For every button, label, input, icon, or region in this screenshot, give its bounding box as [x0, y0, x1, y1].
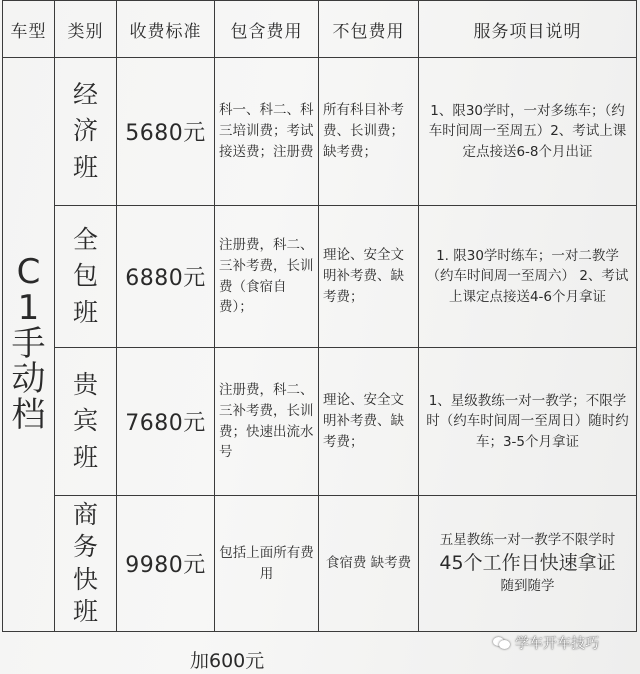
- category-char: 班: [72, 297, 98, 327]
- included-cell: 注册费，科二、三补考费，长训费（食宿自费）；: [215, 206, 319, 348]
- watermark-text: 学车开车技巧: [515, 636, 599, 652]
- car-type-char: 档: [11, 395, 46, 436]
- description-cell: 1. 限30学时练车；一对二教学（约车时间周一至周六） 2、考试上课定点接送4-6个月拿证: [419, 206, 637, 348]
- category-char: 济: [72, 116, 98, 146]
- included-cell: 注册费，科二、三补考费，长训费；快速出流水号: [215, 348, 319, 496]
- excluded-cell: 理论、安全文明补考费、缺考费；: [319, 206, 419, 348]
- table-row: [3, 496, 637, 632]
- price-cell: 7680元: [117, 348, 215, 496]
- header-category: 类别: [55, 1, 117, 58]
- price-cell: 5680元: [117, 58, 215, 206]
- category-cell: [55, 206, 117, 348]
- car-type-char: 1: [17, 287, 40, 328]
- category-char: 全: [72, 225, 98, 255]
- category-char: 经: [72, 80, 98, 110]
- description-cell: [419, 496, 637, 632]
- car-type-char: C: [16, 252, 41, 293]
- header-service-desc: 服务项目说明: [419, 1, 637, 58]
- price-cell: 6880元: [117, 206, 215, 348]
- description-cell: 1、星级教练一对一教学；不限学时（约车时间周一至周日）随时约车；3-5个月拿证: [419, 348, 637, 496]
- header-row: [3, 1, 637, 58]
- category-char: 班: [72, 597, 98, 626]
- excluded-cell: 食宿费 缺考费: [319, 496, 419, 632]
- header-car-type: 车型: [3, 1, 55, 58]
- fee-table: [2, 0, 637, 632]
- header-fee-standard: 收费标准: [117, 1, 215, 58]
- included-cell: 科一、科二、科三培训费；考试接送费；注册费: [215, 58, 319, 206]
- category-char: 宾: [72, 406, 98, 436]
- category-char: 商: [72, 499, 98, 529]
- category-cell: [55, 496, 117, 632]
- table-row: [3, 58, 637, 206]
- category-cell: [55, 348, 117, 496]
- wechat-icon: [493, 636, 511, 650]
- header-included: 包含费用: [215, 1, 319, 58]
- excluded-cell: 理论、安全文明补考费、缺考费；: [319, 348, 419, 496]
- bottom-note: 加600元: [190, 650, 265, 672]
- category-char: 务: [72, 532, 98, 561]
- included-cell: 包括上面所有费用: [215, 496, 319, 632]
- description-line: 五星教练一对一教学不限学时: [439, 532, 616, 549]
- category-char: 包: [72, 261, 98, 291]
- car-type-cell: [3, 58, 55, 632]
- table-row: [3, 348, 637, 496]
- header-excluded: 不包费用: [319, 1, 419, 58]
- description-highlight: 45个工作日快速拿证: [439, 551, 616, 574]
- category-char: 班: [72, 152, 98, 182]
- table-row: [3, 206, 637, 348]
- category-cell: [55, 58, 117, 206]
- car-type-char: 动: [11, 359, 46, 400]
- excluded-cell: 所有科目补考费、长训费；缺考费；: [319, 58, 419, 206]
- category-char: 快: [72, 564, 98, 594]
- description-line: 随到随学: [500, 578, 555, 595]
- car-type-char: 手: [11, 323, 46, 364]
- category-char: 贵: [72, 370, 98, 400]
- category-char: 班: [72, 442, 98, 472]
- watermark: [493, 633, 599, 653]
- price-cell: 9980元: [117, 496, 215, 632]
- description-cell: 1、限30学时，一对多练车；（约车时间周一至周五）2、考试上课定点接送6-8个月出证: [419, 58, 637, 206]
